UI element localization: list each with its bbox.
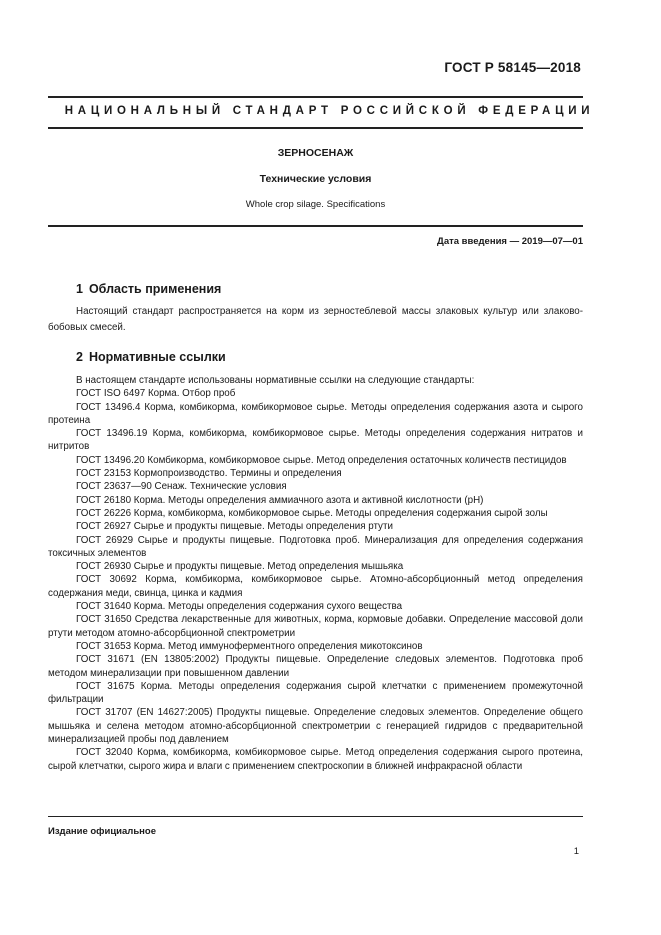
section-2-heading <box>76 350 226 364</box>
reference-item: ГОСТ ISO 6497 Корма. Отбор проб <box>76 388 236 400</box>
reference-item: ГОСТ 30692 Корма, комбикорма, комбикормовое сырье. Атомно-абсорбционный метод определения содержания меди, свинца, цинка и кадмия <box>48 574 583 599</box>
english-title: Whole crop silage. Specifications <box>245 199 386 210</box>
document-title: ЗЕРНОСЕНАЖ <box>277 147 354 159</box>
reference-item: ГОСТ 32040 Корма, комбикорма, комбикормовое сырье. Метод определения содержания сырого протеина, сырой клетчатки, сырого жира и влаги с применением спектроскопии в ближней инфракрасной области <box>48 747 583 772</box>
footer-rule <box>48 816 583 817</box>
reference-item: ГОСТ 26180 Корма. Методы определения аммиачного азота и активной кислотности (рН) <box>76 494 484 506</box>
reference-item: ГОСТ 26226 Корма, комбикорма, комбикормовое сырье. Методы определения содержания сырой золы <box>76 507 548 519</box>
references-list <box>48 374 583 773</box>
reference-item: ГОСТ 26929 Сырье и продукты пищевые. Подготовка проб. Минерализация для определения содержания токсичных элементов <box>48 534 583 559</box>
banner-rule <box>48 127 583 129</box>
section-2-title: Нормативные ссылки <box>88 350 226 364</box>
reference-item: ГОСТ 13496.4 Корма, комбикорма, комбикормовое сырье. Методы определения содержания азота и сырого протеина <box>48 401 583 426</box>
document-code: ГОСТ Р 58145—2018 <box>444 60 581 75</box>
reference-item: ГОСТ 31675 Корма. Методы определения содержания сырой клетчатки с применением промежуточной фильтрации <box>48 680 583 706</box>
section-1-number: 1 <box>76 282 83 296</box>
section-2-number: 2 <box>76 350 83 364</box>
section-1-title: Область применения <box>88 282 222 296</box>
reference-item: ГОСТ 13496.19 Корма, комбикорма, комбикормовое сырье. Методы определения содержания нитратов и нитритов <box>48 428 583 453</box>
official-edition-label: Издание официальное <box>48 826 156 837</box>
reference-item: ГОСТ 23153 Кормопроизводство. Термины и определения <box>76 468 342 480</box>
reference-item: ГОСТ 31653 Корма. Метод иммуноферментного определения микотоксинов <box>76 640 423 652</box>
reference-item: ГОСТ 23637—90 Сенаж. Технические условия <box>76 481 287 493</box>
reference-item: ГОСТ 13496.20 Комбикорма, комбикормовое сырье. Метод определения остаточных количеств пестицидов <box>76 454 567 466</box>
document-subtitle: Технические условия <box>259 173 372 185</box>
page-number: 1 <box>573 846 579 857</box>
reference-item: ГОСТ 31650 Средства лекарственные для животных, корма, кормовые добавки. Определение массовой доли ртути методом атомно-абсорбционной спектрометрии <box>48 614 583 639</box>
references-intro: В настоящем стандарте использованы нормативные ссылки на следующие стандарты: <box>76 375 475 386</box>
section-1-heading <box>76 282 221 296</box>
reference-item: ГОСТ 31671 (EN 13805:2002) Продукты пищевые. Определение следовых элементов. Подготовка проб методом минерализации при повышенном давлении <box>48 654 583 679</box>
national-standard-banner: НАЦИОНАЛЬНЫЙ СТАНДАРТ РОССИЙСКОЙ ФЕДЕРАЦИИ <box>64 105 595 117</box>
reference-item: ГОСТ 31707 (EN 14627:2005) Продукты пищевые. Определение следовых элементов. Определение общего мышьяка и селена методом атомно-абсорбционной спектрометрии с генерацией гидридов с предварительной минерализацией пробы под давлением <box>48 707 583 746</box>
reference-item: ГОСТ 26930 Сырье и продукты пищевые. Метод определения мышьяка <box>76 561 404 573</box>
title-rule <box>48 225 583 227</box>
top-rule <box>48 96 583 98</box>
introduction-date: Дата введения — 2019—07—01 <box>437 236 583 247</box>
section-1-text: Настоящий стандарт распространяется на корм из зерностеблевой массы злаковых культур или злаково-бобовых смесей. <box>48 306 583 333</box>
reference-item: ГОСТ 31640 Корма. Методы определения содержания сухого вещества <box>76 601 403 613</box>
reference-item: ГОСТ 26927 Сырье и продукты пищевые. Методы определения ртути <box>76 521 393 533</box>
